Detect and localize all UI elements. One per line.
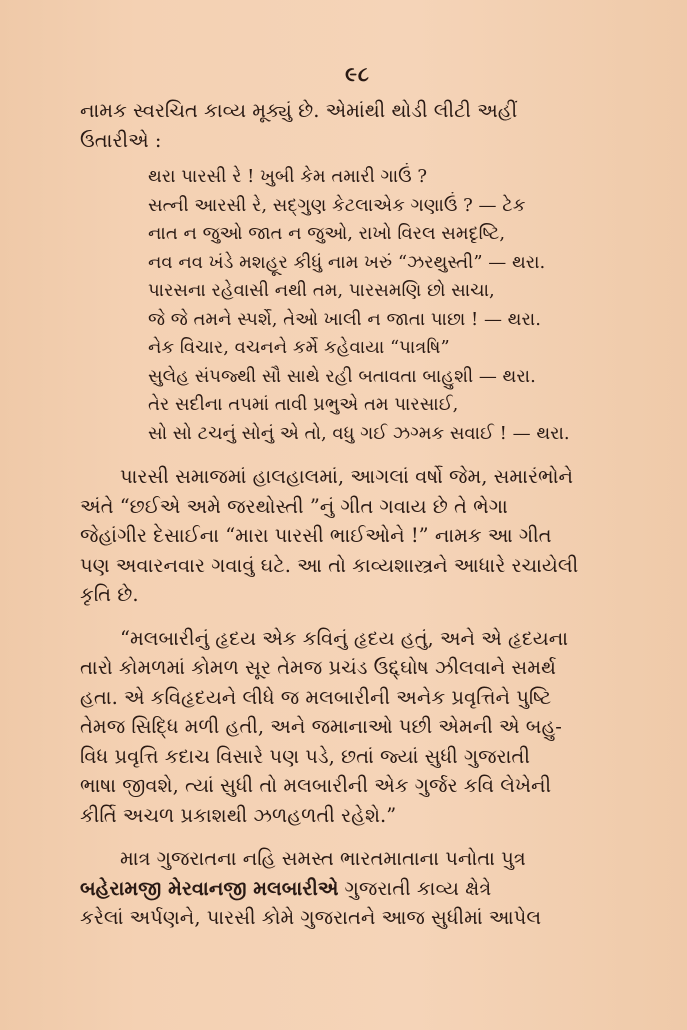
poem-line: નેક વિચાર, વચનને કર્મે કહેવાયા “પાત્રષિ” [148,337,450,358]
poem-line: નવ નવ ખંડે મશહૂર કીધું નામ ખરું “ઝરથુસ્તી” — થરા. [148,251,546,273]
text-line: પારસી સમાજમાં હાલહાલમાં, આગલાં વર્ષો જેમ, સમારંભોને [120,465,574,488]
text-line: કરેલાં અર્પણને, પારસી કોમે ગુજરાતને આજ સુધીમાં આપેલ [80,906,542,929]
text-line: વિધ પ્રવૃત્તિ કદાચ વિસારે પણ પડે, છતાં જ્યાં સુધી ગુજરાતી [80,744,530,768]
poem-line: સુલેહ સંપજ્થી સૌ સાથે રહી બતાવતા બાહુશી — થરા. [148,365,536,387]
paragraph-1 [80,462,635,610]
poem-line: સત્ની આરસી રે, સદ્ગુણ કેટલાએક ગણાઉં ? — ટેક [148,194,526,216]
intro-paragraph [80,96,635,155]
text-line: તેમજ સિદ્ધિ મળી હતી, અને જમાનાઓ પછી એમની એ બહુ- [80,715,562,738]
text-line: કીર્તિ અચળ પ્રકાશથી ઝળહળતી રહેશે.” [80,803,397,827]
text-line: નામક સ્વરચિત કાવ્ય મૂક્યું છે. એમાંથી થોડી લીટી અહીં [80,99,518,122]
page-number: ૯૮ [345,62,370,86]
text-span: ગુજરાતી કાવ્ય ક્ષેત્રે [338,876,492,900]
poem-line: થરા પારસી રે ! ખુબી કેમ તમારી ગાઉં ? [148,166,428,187]
poem-line: જે જે તમને સ્પર્શે, તેઓ ખાલી ન જાતા પાછા ! — થરા. [148,308,541,330]
text-line: હતા. એ કવિહૃદયને લીધે જ મલબારીની અનેક પ્રવૃત્તિને પુષ્ટિ [80,685,552,709]
text-line: પણ અવારનવાર ગવાવું ઘટે. આ તો કાવ્યશાસ્ત્રને આધારે રચાયેલી [80,553,579,577]
poem-line: તેર સદીના તપમાં તાવી પ્રભુએ તમ પારસાઈ, [148,394,459,415]
text-line: અંતે “છઈએ અમે જરથોસ્તી ”નું ગીત ગવાય છે તે ભેગા [80,494,508,518]
text-line [80,874,635,904]
text-line: કૃતિ છે. [80,583,139,606]
text-line: માત્ર ગુજરાતના નહિ સમસ્ત ભારતમાતાના પનોતા પુત્ર [120,847,526,870]
poem-block [80,163,635,448]
text-line: “મલબારીનું હૃદય એક કવિનું હૃદય હતું, અને એ હૃદયના [120,626,569,650]
poem-line: પારસના રહેવાસી નથી તમ, પારસમણિ છો સાચા, [148,280,495,301]
bold-name: બહેરામજી મેરવાનજી મલબારીએ [80,876,339,900]
poem-line: સો સો ટચનું સોનું એ તો, વધુ ગઈ ઝગ્મક સવાઈ ! — થરા. [148,422,570,444]
poem-line: નાત ન જુઓ જાત ન જુઓ, રાખો વિરલ સમદૃષ્ટિ, [148,223,506,244]
text-line: તારો કોમળમાં કોમળ સૂર તેમજ પ્રચંડ ઉદ્દ્ઘોષ ઝીલવાને સમર્થ [80,656,556,679]
text-line: જેહાંગીર દેસાઈના “મારા પારસી ભાઈઓને !” નામક આ ગીત [80,524,552,547]
text-line: ભાષા જીવશે, ત્યાં સુધી તો મલબારીની એક ગુર્જર કવિ લેખેની [80,774,552,797]
paragraph-2-quote [80,624,635,831]
text-line: ઉતારીએ : [80,128,162,152]
paragraph-3 [80,844,635,933]
